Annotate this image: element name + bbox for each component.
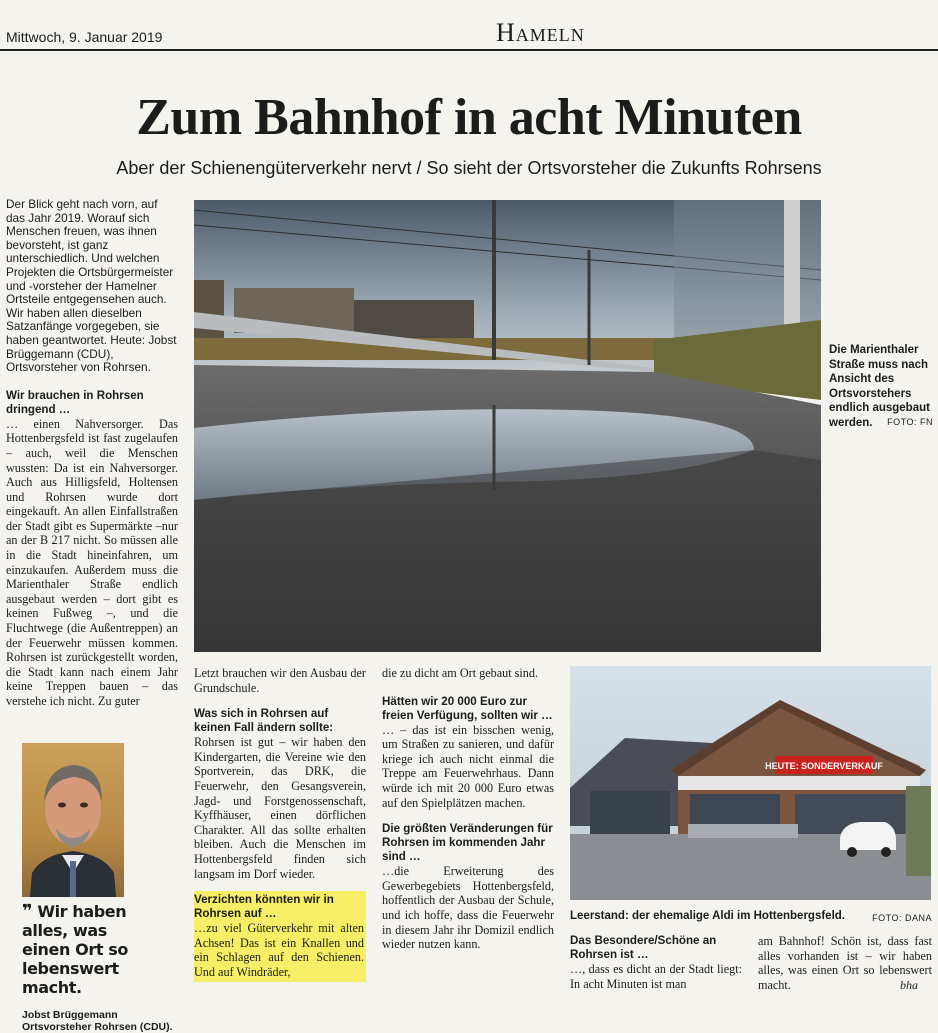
column-2 xyxy=(194,666,366,982)
answer-5: …die Erweiterung des Gewerbegebiets Hottenbergsfeld, hoffentlich der Ausbau der Schule, und ich hoffe, dass die Feuerwehr in diesem Jahr ihr Domizil endlich wieder nutzen kann. xyxy=(382,864,554,952)
portrait-illustration xyxy=(22,743,124,897)
quote-name: Jobst Brüggemann xyxy=(22,1009,118,1021)
headline: Zum Bahnhof in acht Minuten xyxy=(136,89,802,146)
store-photo-credit: FOTO: DANA xyxy=(872,913,932,923)
quote-role: Ortsvorsteher Rohrsen (CDU). xyxy=(22,1021,173,1033)
main-photo-credit: FOTO: FN xyxy=(887,417,933,427)
store-photo-caption: Leerstand: der ehemalige Aldi im Hottenbergsfeld. xyxy=(570,910,845,922)
answer-2: Rohrsen ist gut – wir haben den Kindergarten, die Vereine wie den Sportverein, das DRK, die Feuerwehr, den Gesangsverein, Jagd- und Forstgenossenschaft, Kyffhäuser, einen dörflichen Charakter. All das sollte erhalten bleiben. Auch die Menschen im Hottenbergsfeld finden sich langsam im Dorf wieder. xyxy=(194,735,366,881)
question-3: Verzichten könnten wir in Rohrsen auf … xyxy=(194,893,334,921)
question-6: Das Besondere/Schöne an Rohrsen ist … xyxy=(570,934,717,961)
author-initials: bha xyxy=(900,978,918,992)
question-4: Hätten wir 20 000 Euro zur freien Verfügung, sollten wir … xyxy=(382,694,553,722)
issue-date: Mittwoch, 9. Januar 2019 xyxy=(6,29,163,45)
question-1: Wir brauchen in Rohrsen dringend … xyxy=(6,388,144,416)
answer-6-continuation: am Bahnhof! Schön ist, dass fast alles vorhanden ist – wir haben alles, was einen Ort so lebenswert macht. xyxy=(758,934,932,992)
store-photo xyxy=(570,666,931,900)
answer-6: …, dass es dicht an der Stadt liegt: In acht Minuten ist man xyxy=(570,962,742,991)
portrait-photo xyxy=(22,743,124,897)
column-3 xyxy=(382,666,554,952)
section-title: Hameln xyxy=(496,18,585,47)
header-rule xyxy=(0,49,938,51)
answer-3: …zu viel Güterverkehr mit alten Achsen! Das ist ein Knallen und ein Schlagen auf den Schienen. Und auf Windräder, xyxy=(194,921,364,979)
question-2: Was sich in Rohrsen auf keinen Fall ändern sollte: xyxy=(194,707,334,735)
question-5: Die größten Veränderungen für Rohrsen im kommenden Jahr sind … xyxy=(382,822,553,864)
column-4 xyxy=(570,934,742,991)
col3-continuation: die zu dicht am Ort gebaut sind. xyxy=(382,666,539,680)
subheadline: Aber der Schienengüterverkehr nervt / So sieht der Ortsvorsteher die Zukunfts Rohrsens xyxy=(116,158,822,178)
main-photo xyxy=(194,200,821,652)
main-photo-caption: Die Marienthaler Straße muss nach Ansicht des Ortsvorstehers endlich ausgebaut werden. xyxy=(829,344,930,429)
pull-quote: Wir haben alles, was einen Ort so lebenswert macht. xyxy=(22,902,128,997)
road-photo-illustration xyxy=(194,200,821,652)
quote-mark: ❞ xyxy=(22,901,33,922)
answer-1: … einen Nahversorger. Das Hottenbergsfeld ist fast zugelaufen – auch, weil die Menschen wussten: Da ist ein Nahversorger. Auch aus Hilligsfeld, Holtensen und Rohrsen wurde dort eingekauft. An allen Einfallstraßen der Stadt gibt es Supermärkte –nur an der B 217 nicht. So müssen alle in die Stadt hineinfahren, um einzukaufen. Außerdem muss die Marienthaler Straße endlich ausgebaut werden – dort gibt es keinen Fußweg –, und die Fluchtwege (die Außentreppen) an der Feuerwehr müssen kommen. Rohrsen ist zurückgestellt worden, die Stadt kann nach einem Jahr keine Treppen bauen – das verstehe ich nicht. Zu guter xyxy=(6,416,178,708)
intro-text: Der Blick geht nach vorn, auf das Jahr 2019. Worauf sich Menschen freuen, was ihnen bevorsteht, ist ganz unterschiedlich. Und welchen Projekten die Ortsbürgermeister und -vorsteher der Hamelner Ortsteile entgegensehen auch. Wir haben allen dieselben Satzanfänge vorgegeben, sie haben geantwortet. Heute: Jobst Brüggemann (CDU), Ortsvorsteher von Rohrsen. xyxy=(6,197,177,375)
answer-4: … – das ist ein bisschen wenig, um Straßen zu sanieren, und dafür kriege ich auch nicht einmal die Treppe am Feuerwehrhaus. Dann würde ich mit 20 000 Euro etwas auf den Spielplätzen machen. xyxy=(382,722,554,810)
store-photo-illustration xyxy=(570,666,931,900)
store-sign: HEUTE: SONDERVERKAUF xyxy=(765,761,883,771)
col2-continuation: Letzt brauchen wir den Ausbau der Grundschule. xyxy=(194,666,366,695)
highlight-block xyxy=(194,891,366,981)
quote-box xyxy=(22,901,173,1033)
column-1 xyxy=(6,198,178,709)
